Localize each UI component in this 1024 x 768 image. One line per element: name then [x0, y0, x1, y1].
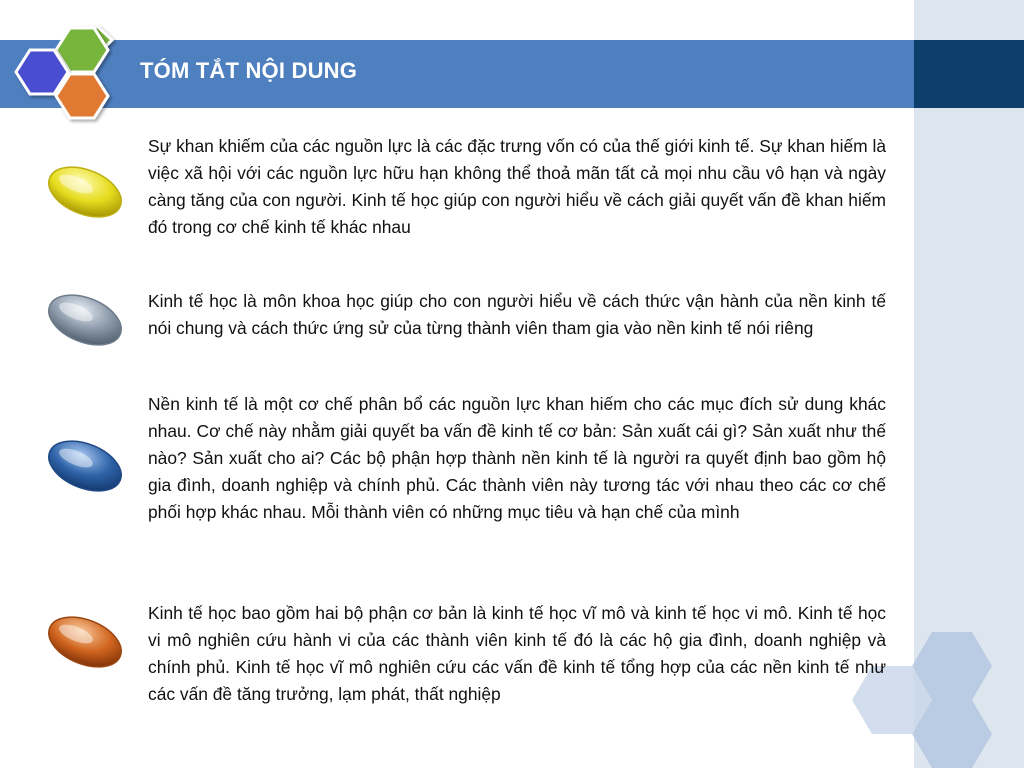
blue-bullet-icon: [40, 434, 130, 498]
orange-bullet-icon: [40, 610, 130, 674]
paragraph-economics-definition: Kinh tế học là môn khoa học giúp cho con người hiểu về cách thức vận hành của nền kinh tế nói chung và cách thức ứng sử của từng thành viên tham gia vào nền kinh tế nói riêng: [148, 291, 886, 338]
title-bar-dark-end: [914, 40, 1024, 108]
paragraph-economy-mechanism: Nền kinh tế là một cơ chế phân bổ các nguồn lực khan hiếm cho các mục đích sử dung khác nhau. Cơ chế này nhằm giải quyết ba vấn đề kinh tế cơ bản: Sản xuất cái gì? Sản xuất như thế nào? Sản xuất cho ai? Các bộ phận hợp thành nền kinh tế là người ra quyết định bao gồm hộ gia đình, doanh nghiệp và chính phủ. Các thành viên này tương tác với nhau theo các cơ chế phối hợp khác nhau. Mỗi thành viên có những mục tiêu và hạn chế của mình: [148, 394, 886, 522]
paragraph-scarcity: Sự khan khiếm của các nguồn lực là các đặc trưng vốn có của thế giới kinh tế. Sự khan hiếm là việc xã hội với các nguồn lực hữu hạn không thể thoả mãn tất cả mọi nhu cầu vô hạn và ngày càng tăng của con người. Kinh tế học giúp con người hiểu về cách giải quyết vấn đề khan hiếm đó trong cơ chế kinh tế khác nhau: [148, 136, 886, 237]
slide-title: TÓM TẮT NỘI DUNG: [140, 58, 358, 83]
title-bar: [0, 40, 914, 108]
yellow-bullet-icon: [40, 160, 130, 224]
paragraph-macro-micro: Kinh tế học bao gồm hai bộ phận cơ bản là kinh tế học vĩ mô và kinh tế học vi mô. Kinh tế học vi mô nghiên cứu hành vi của các thành viên kinh tế đó là các hộ gia đình, doanh nghiệp và chính phủ. Kinh tế học vĩ mô nghiên cứu các vấn đề kinh tế tổng hợp của các nền kinh tế như các vấn đề tăng trưởng, lạm phát, thất nghiệp: [148, 603, 886, 704]
gray-bullet-icon: [40, 288, 130, 352]
hexagon-logo-icon: [10, 22, 130, 130]
